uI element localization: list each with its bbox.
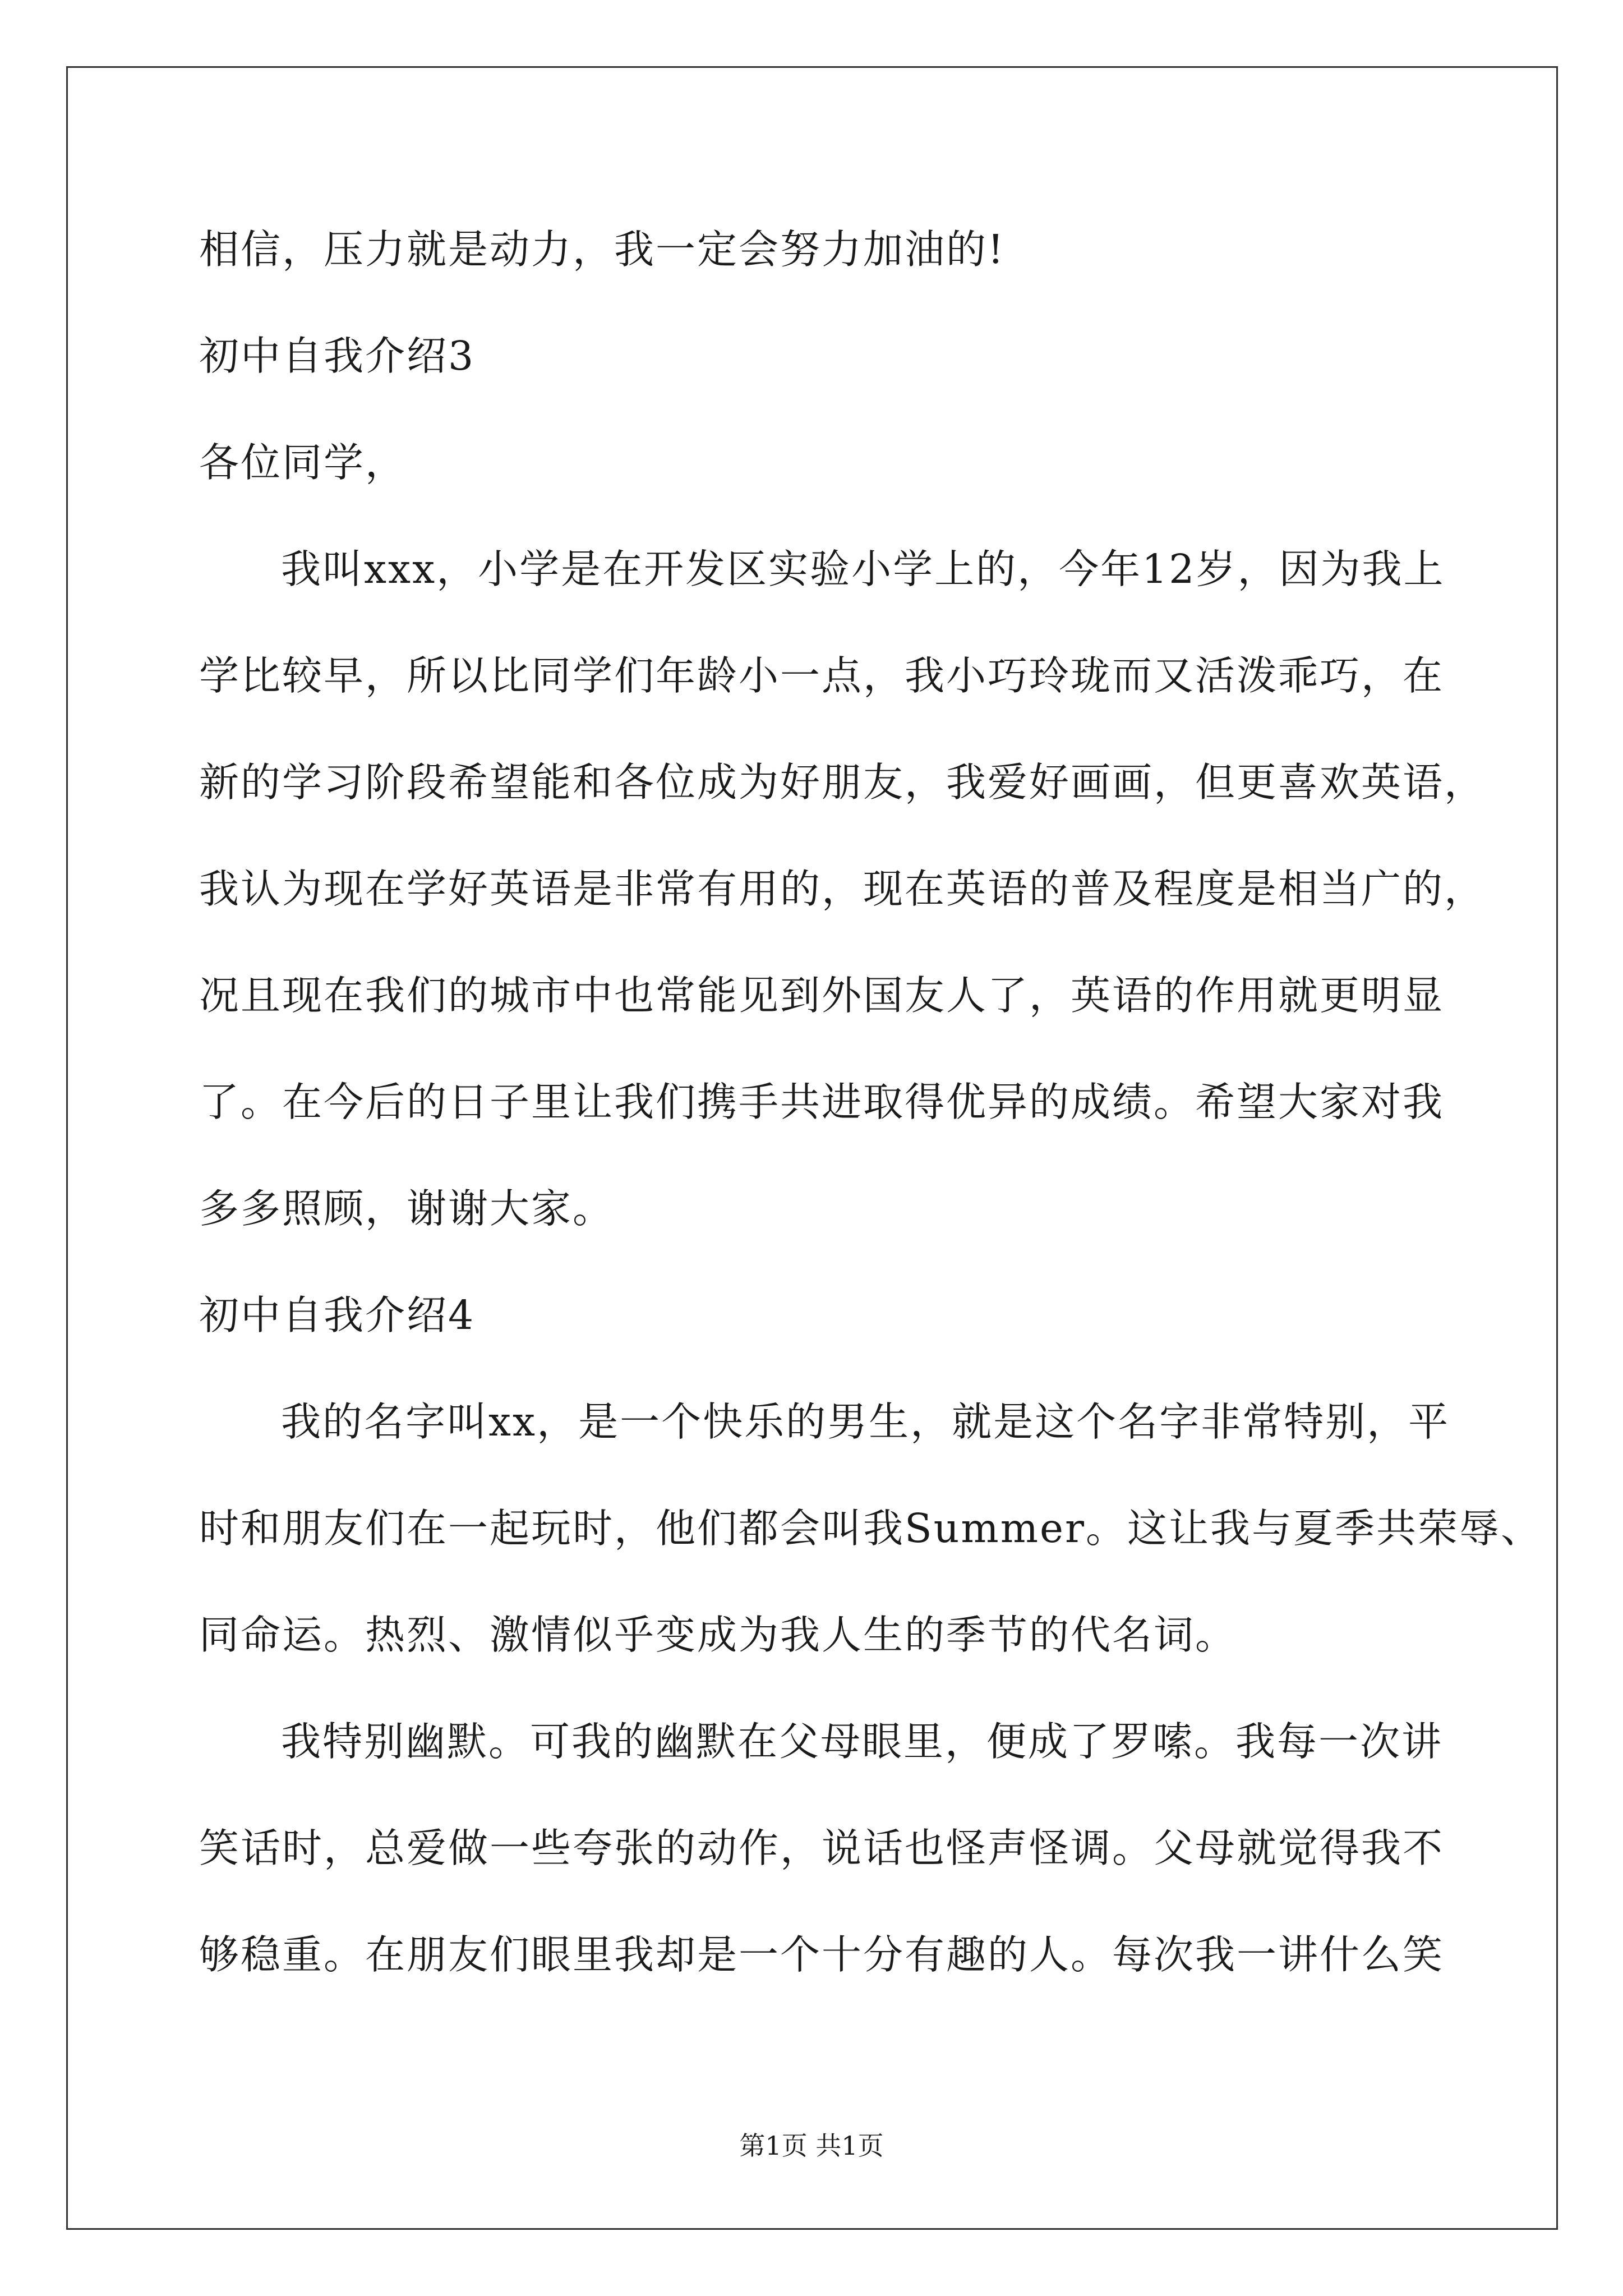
paragraph-line: 学比较早，所以比同学们年龄小一点，我小巧玲珑而又活泼乖巧，在 xyxy=(199,652,1445,699)
paragraph-line: 我特别幽默。可我的幽默在父母眼里，便成了罗嗦。我每一次讲 xyxy=(281,1718,1444,1765)
paragraph-line: 同命运。热烈、激情似乎变成为我人生的季节的代名词。 xyxy=(199,1612,1237,1658)
section-heading: 初中自我介绍3 xyxy=(199,333,476,379)
paragraph-line: 我叫xxx，小学是在开发区实验小学上的，今年12岁，因为我上 xyxy=(281,546,1445,592)
paragraph-line: 新的学习阶段希望能和各位成为好朋友，我爱好画画，但更喜欢英语， xyxy=(199,759,1486,806)
paragraph-line: 够稳重。在朋友们眼里我却是一个十分有趣的人。每次我一讲什么笑 xyxy=(199,1931,1445,1978)
section-heading: 初中自我介绍4 xyxy=(199,1292,476,1338)
paragraph-line: 我认为现在学好英语是非常有用的，现在英语的普及程度是相当广的， xyxy=(199,866,1486,912)
paragraph-line: 了。在今后的日子里让我们携手共进取得优异的成绩。希望大家对我 xyxy=(199,1079,1445,1125)
paragraph-line: 况且现在我们的城市中也常能见到外国友人了，英语的作用就更明显 xyxy=(199,972,1445,1019)
paragraph-line: 相信，压力就是动力，我一定会努力加油的! xyxy=(199,226,1006,273)
paragraph-line: 笑话时，总爱做一些夸张的动作，说话也怪声怪调。父母就觉得我不 xyxy=(199,1825,1445,1871)
page-frame xyxy=(66,66,1558,2230)
paragraph-line: 多多照顾，谢谢大家。 xyxy=(199,1185,615,1232)
paragraph-line: 时和朋友们在一起玩时，他们都会叫我Summer。这让我与夏季共荣辱、 xyxy=(199,1505,1542,1552)
salutation: 各位同学， xyxy=(199,439,407,486)
paragraph-line: 我的名字叫xx，是一个快乐的男生，就是这个名字非常特别，平 xyxy=(281,1398,1450,1445)
page-number: 第1页 共1页 xyxy=(739,2131,884,2161)
